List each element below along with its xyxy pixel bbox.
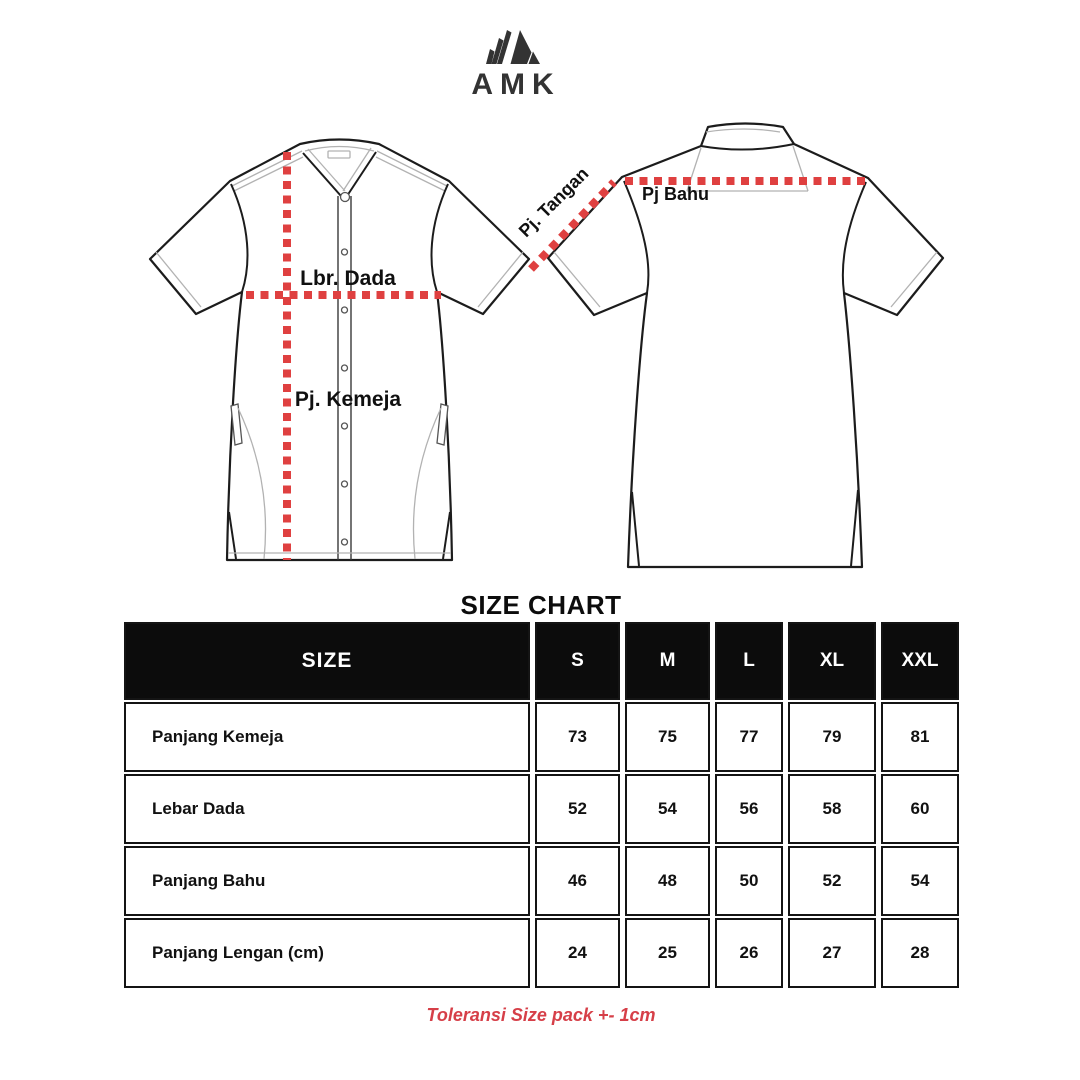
header-cell-xl: XL <box>788 622 876 700</box>
value-cell: 52 <box>535 774 620 844</box>
value-cell: 77 <box>715 702 783 772</box>
header-cell-size: SIZE <box>124 622 530 700</box>
value-cell: 27 <box>788 918 876 988</box>
size-chart-title: SIZE CHART <box>460 590 622 620</box>
value-cell: 52 <box>788 846 876 916</box>
value-cell: 79 <box>788 702 876 772</box>
row-label: Panjang Kemeja <box>124 702 530 772</box>
row-label: Panjang Bahu <box>124 846 530 916</box>
value-cell: 73 <box>535 702 620 772</box>
shirt-back-diagram <box>548 124 943 568</box>
value-cell: 50 <box>715 846 783 916</box>
value-cell: 24 <box>535 918 620 988</box>
row-label: Panjang Lengan (cm) <box>124 918 530 988</box>
brand-name: AMK <box>471 68 561 101</box>
value-cell: 75 <box>625 702 710 772</box>
value-cell: 54 <box>625 774 710 844</box>
label-sleeve-length: Pj. Tangan <box>514 163 593 241</box>
value-cell: 25 <box>625 918 710 988</box>
header-cell-s: S <box>535 622 620 700</box>
value-cell: 54 <box>881 846 959 916</box>
row-label: Lebar Dada <box>124 774 530 844</box>
value-cell: 26 <box>715 918 783 988</box>
value-cell: 60 <box>881 774 959 844</box>
header-cell-m: M <box>625 622 710 700</box>
label-chest-width: Lbr. Dada <box>300 267 396 290</box>
label-shirt-length: Pj. Kemeja <box>294 388 402 411</box>
value-cell: 46 <box>535 846 620 916</box>
label-shoulder-width: Pj Bahu <box>642 184 710 204</box>
value-cell: 56 <box>715 774 783 844</box>
value-cell: 81 <box>881 702 959 772</box>
value-cell: 58 <box>788 774 876 844</box>
value-cell: 48 <box>625 846 710 916</box>
size-chart-table <box>124 622 958 988</box>
header-cell-l: L <box>715 622 783 700</box>
shirt-front-diagram <box>150 140 529 561</box>
header-cell-xxl: XXL <box>881 622 959 700</box>
tolerance-note: Toleransi Size pack +- 1cm <box>426 1005 656 1025</box>
value-cell: 28 <box>881 918 959 988</box>
